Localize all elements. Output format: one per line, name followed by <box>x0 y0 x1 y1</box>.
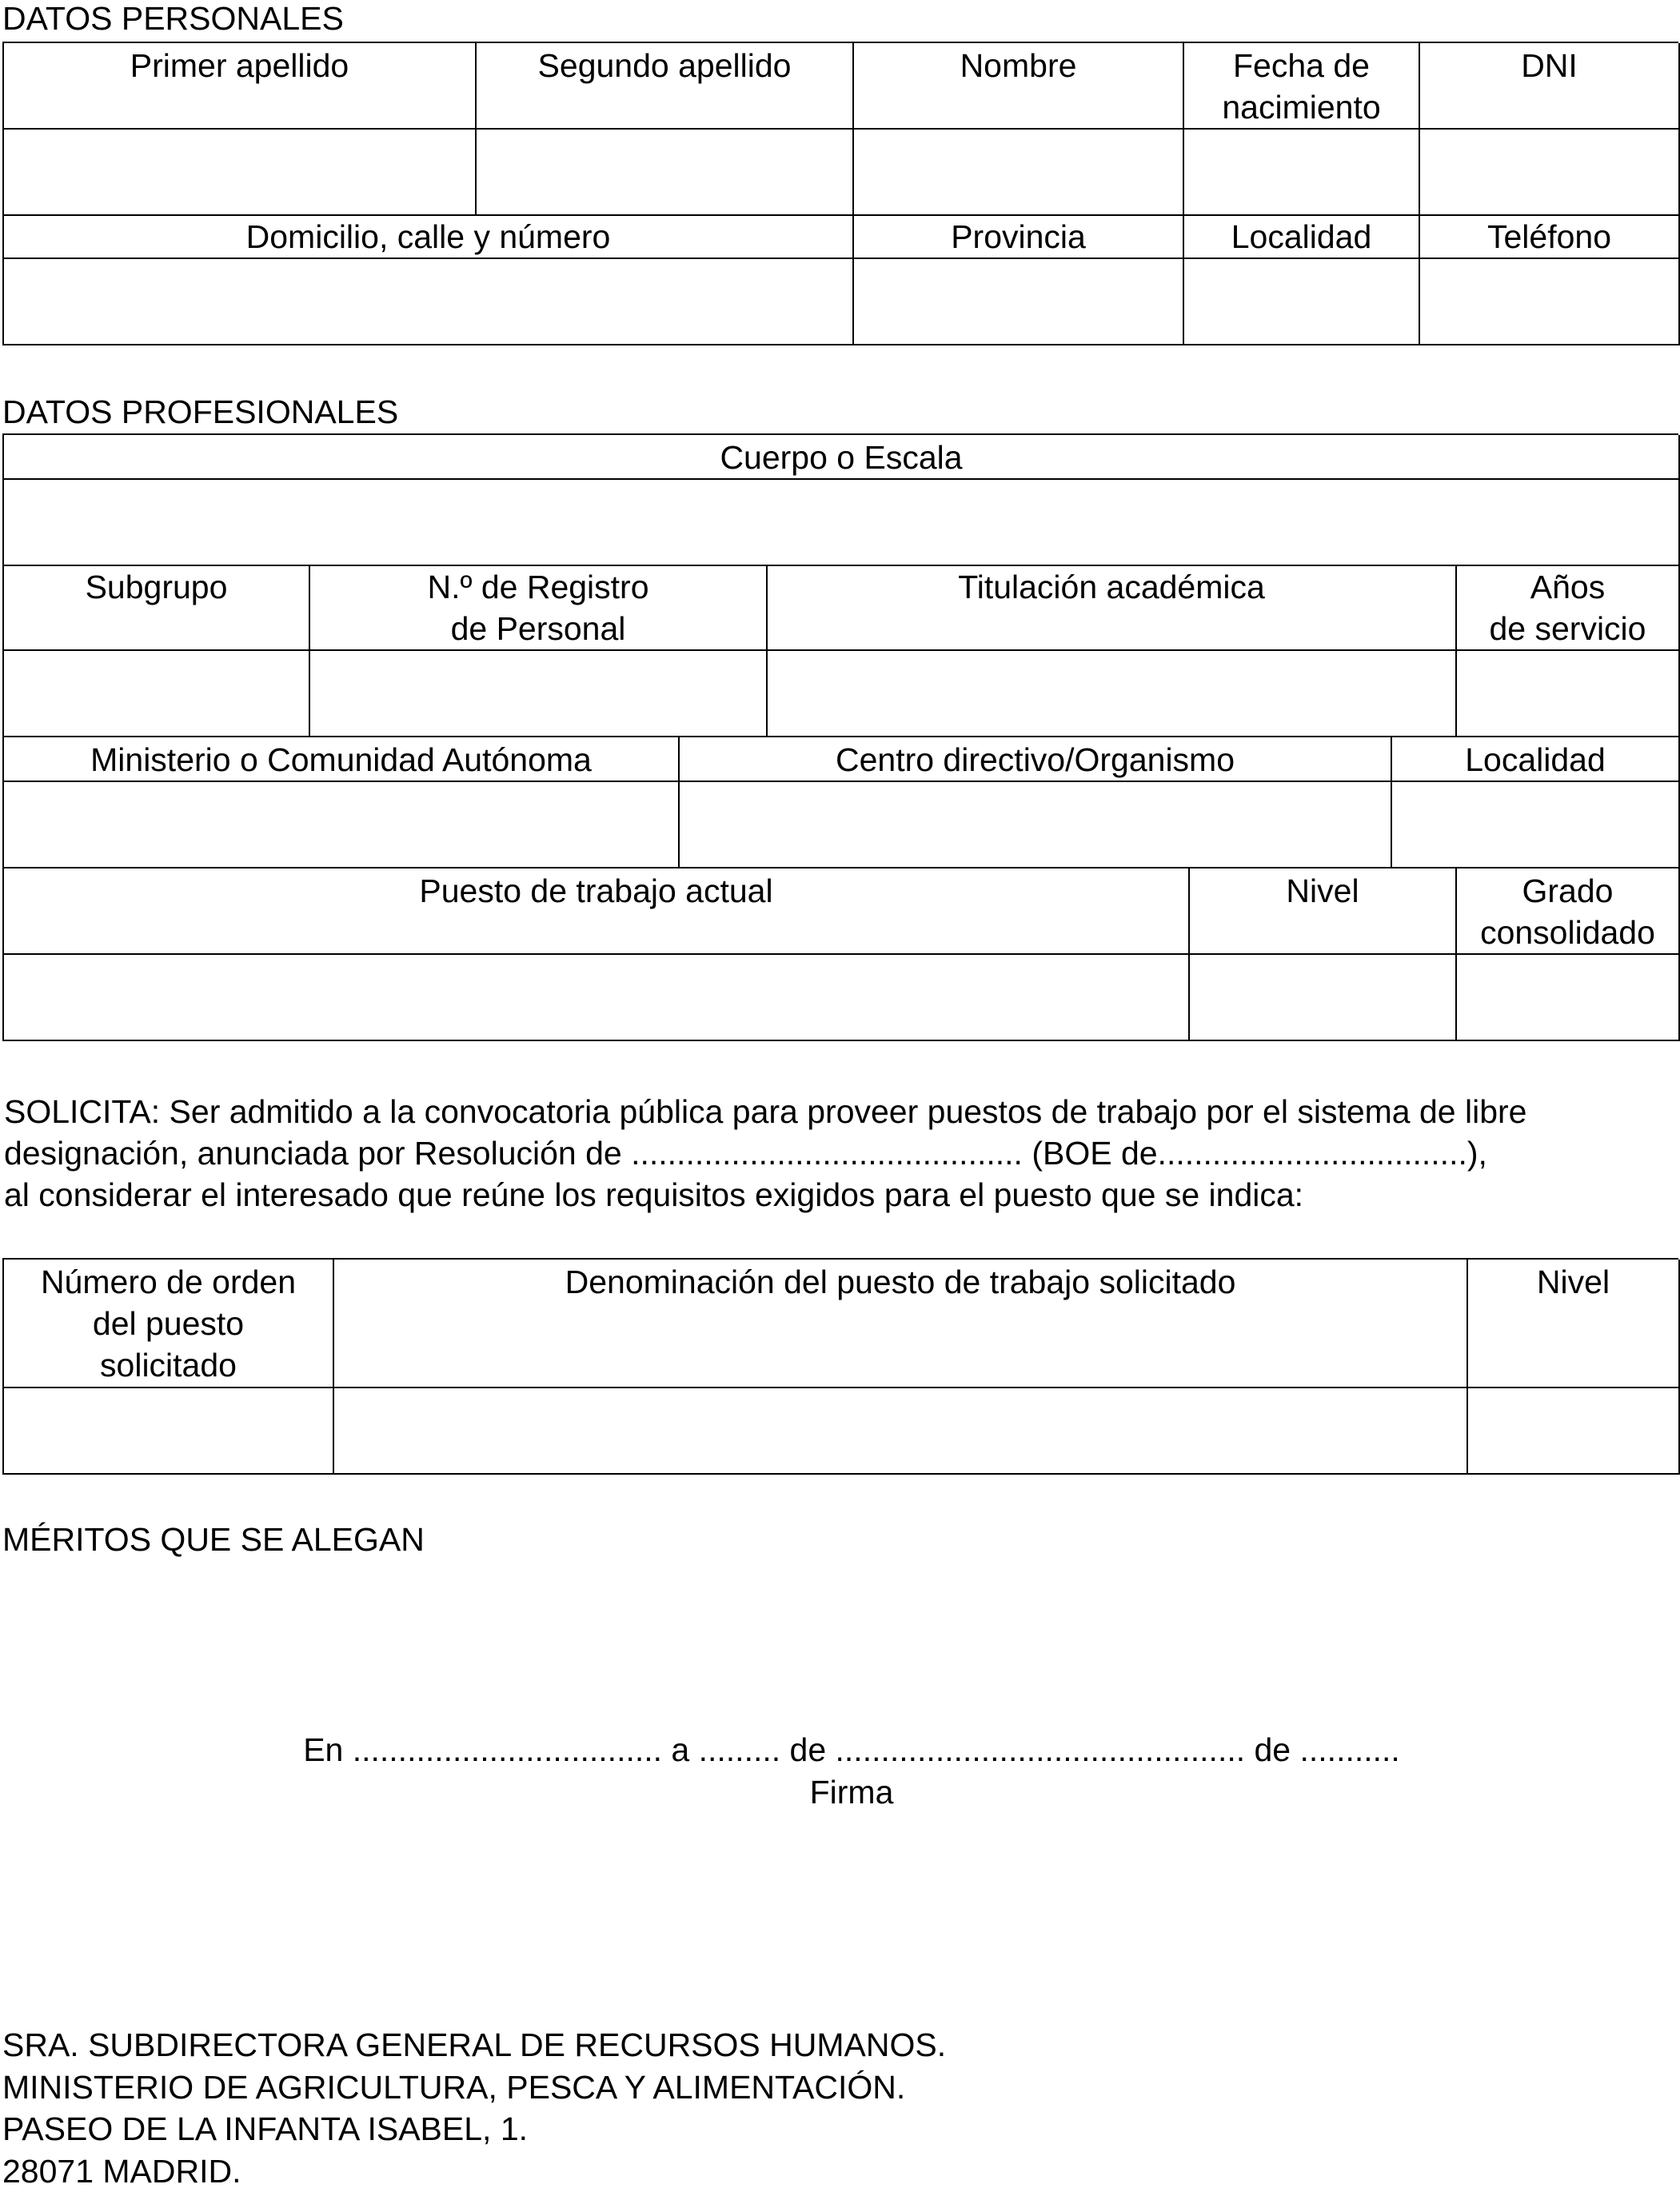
header-subgrupo: Subgrupo <box>4 565 310 651</box>
header-dni: DNI <box>1420 43 1680 130</box>
field-grado[interactable] <box>1457 955 1680 1041</box>
field-localidad-prof[interactable] <box>1392 782 1680 868</box>
field-localidad[interactable] <box>1184 259 1420 345</box>
section-title-meritos: MÉRITOS QUE SE ALEGAN <box>2 1521 425 1558</box>
header-localidad: Localidad <box>1184 214 1420 259</box>
personal-table-address <box>2 214 1678 345</box>
field-domicilio[interactable] <box>4 259 854 345</box>
header-numero-orden: Número de orden del puesto solicitado <box>4 1260 334 1388</box>
header-puesto-actual: Puesto de trabajo actual <box>4 868 1190 955</box>
header-segundo-apellido: Segundo apellido <box>477 43 854 130</box>
professional-table-puesto <box>2 868 1678 1041</box>
header-primer-apellido: Primer apellido <box>4 43 477 130</box>
address-line-2: MINISTERIO DE AGRICULTURA, PESCA Y ALIMENTACIÓN. <box>2 2069 906 2106</box>
field-puesto-actual[interactable] <box>4 955 1190 1041</box>
field-nivel[interactable] <box>1190 955 1457 1041</box>
field-primer-apellido[interactable] <box>4 130 477 216</box>
solicita-paragraph <box>4 1091 1678 1216</box>
header-cuerpo: Cuerpo o Escala <box>4 435 1680 480</box>
field-fecha-nacimiento[interactable] <box>1184 130 1420 216</box>
header-registro: N.º de Registro de Personal <box>310 565 768 651</box>
field-denominacion[interactable] <box>334 1388 1468 1475</box>
place-date-line: En .................................. a ......... de ............................................. de ........... <box>303 1731 1400 1768</box>
solicita-line-3: al considerar el interesado que reúne los requisitos exigidos para el puesto que se indica: <box>4 1176 1304 1213</box>
header-nombre: Nombre <box>854 43 1184 130</box>
header-nivel-solicitado: Nivel <box>1468 1260 1680 1388</box>
header-ministerio: Ministerio o Comunidad Autónoma <box>4 737 680 782</box>
signature-label: Firma <box>809 1774 894 1811</box>
header-centro: Centro directivo/Organismo <box>680 737 1392 782</box>
field-provincia[interactable] <box>854 259 1184 345</box>
header-titulacion: Titulación académica <box>768 565 1457 651</box>
field-telefono[interactable] <box>1420 259 1680 345</box>
header-nivel: Nivel <box>1190 868 1457 955</box>
header-grado: Grado consolidado <box>1457 868 1680 955</box>
header-localidad-prof: Localidad <box>1392 737 1680 782</box>
field-numero-orden[interactable] <box>4 1388 334 1475</box>
field-anos-servicio[interactable] <box>1457 651 1680 737</box>
section-title-professional: DATOS PROFESIONALES <box>2 393 399 430</box>
field-nivel-solicitado[interactable] <box>1468 1388 1680 1475</box>
header-domicilio: Domicilio, calle y número <box>4 214 854 259</box>
field-ministerio[interactable] <box>4 782 680 868</box>
header-telefono: Teléfono <box>1420 214 1680 259</box>
professional-table-ministerio <box>2 737 1678 868</box>
solicita-line-2: designación, anunciada por Resolución de ........................................... (BOE de..................................), <box>4 1135 1487 1172</box>
professional-table-cuerpo <box>2 433 1678 566</box>
field-registro[interactable] <box>310 651 768 737</box>
requested-position-table <box>2 1258 1678 1475</box>
field-centro[interactable] <box>680 782 1392 868</box>
field-subgrupo[interactable] <box>4 651 310 737</box>
field-dni[interactable] <box>1420 130 1680 216</box>
field-nombre[interactable] <box>854 130 1184 216</box>
section-title-personal: DATOS PERSONALES <box>2 0 344 37</box>
professional-table-subgrupo <box>2 565 1678 737</box>
field-segundo-apellido[interactable] <box>477 130 854 216</box>
personal-table <box>2 42 1678 216</box>
field-cuerpo[interactable] <box>4 480 1680 566</box>
field-titulacion[interactable] <box>768 651 1457 737</box>
header-provincia: Provincia <box>854 214 1184 259</box>
address-line-4: 28071 MADRID. <box>2 2153 241 2190</box>
header-denominacion: Denominación del puesto de trabajo solicitado <box>334 1260 1468 1388</box>
header-anos-servicio: Años de servicio <box>1457 565 1680 651</box>
address-line-1: SRA. SUBDIRECTORA GENERAL DE RECURSOS HUMANOS. <box>2 2026 947 2063</box>
address-line-3: PASEO DE LA INFANTA ISABEL, 1. <box>2 2110 529 2147</box>
header-fecha-nacimiento: Fecha de nacimiento <box>1184 43 1420 130</box>
solicita-line-1: SOLICITA: Ser admitido a la convocatoria pública para proveer puestos de trabajo por el sistema de libre <box>4 1093 1527 1130</box>
